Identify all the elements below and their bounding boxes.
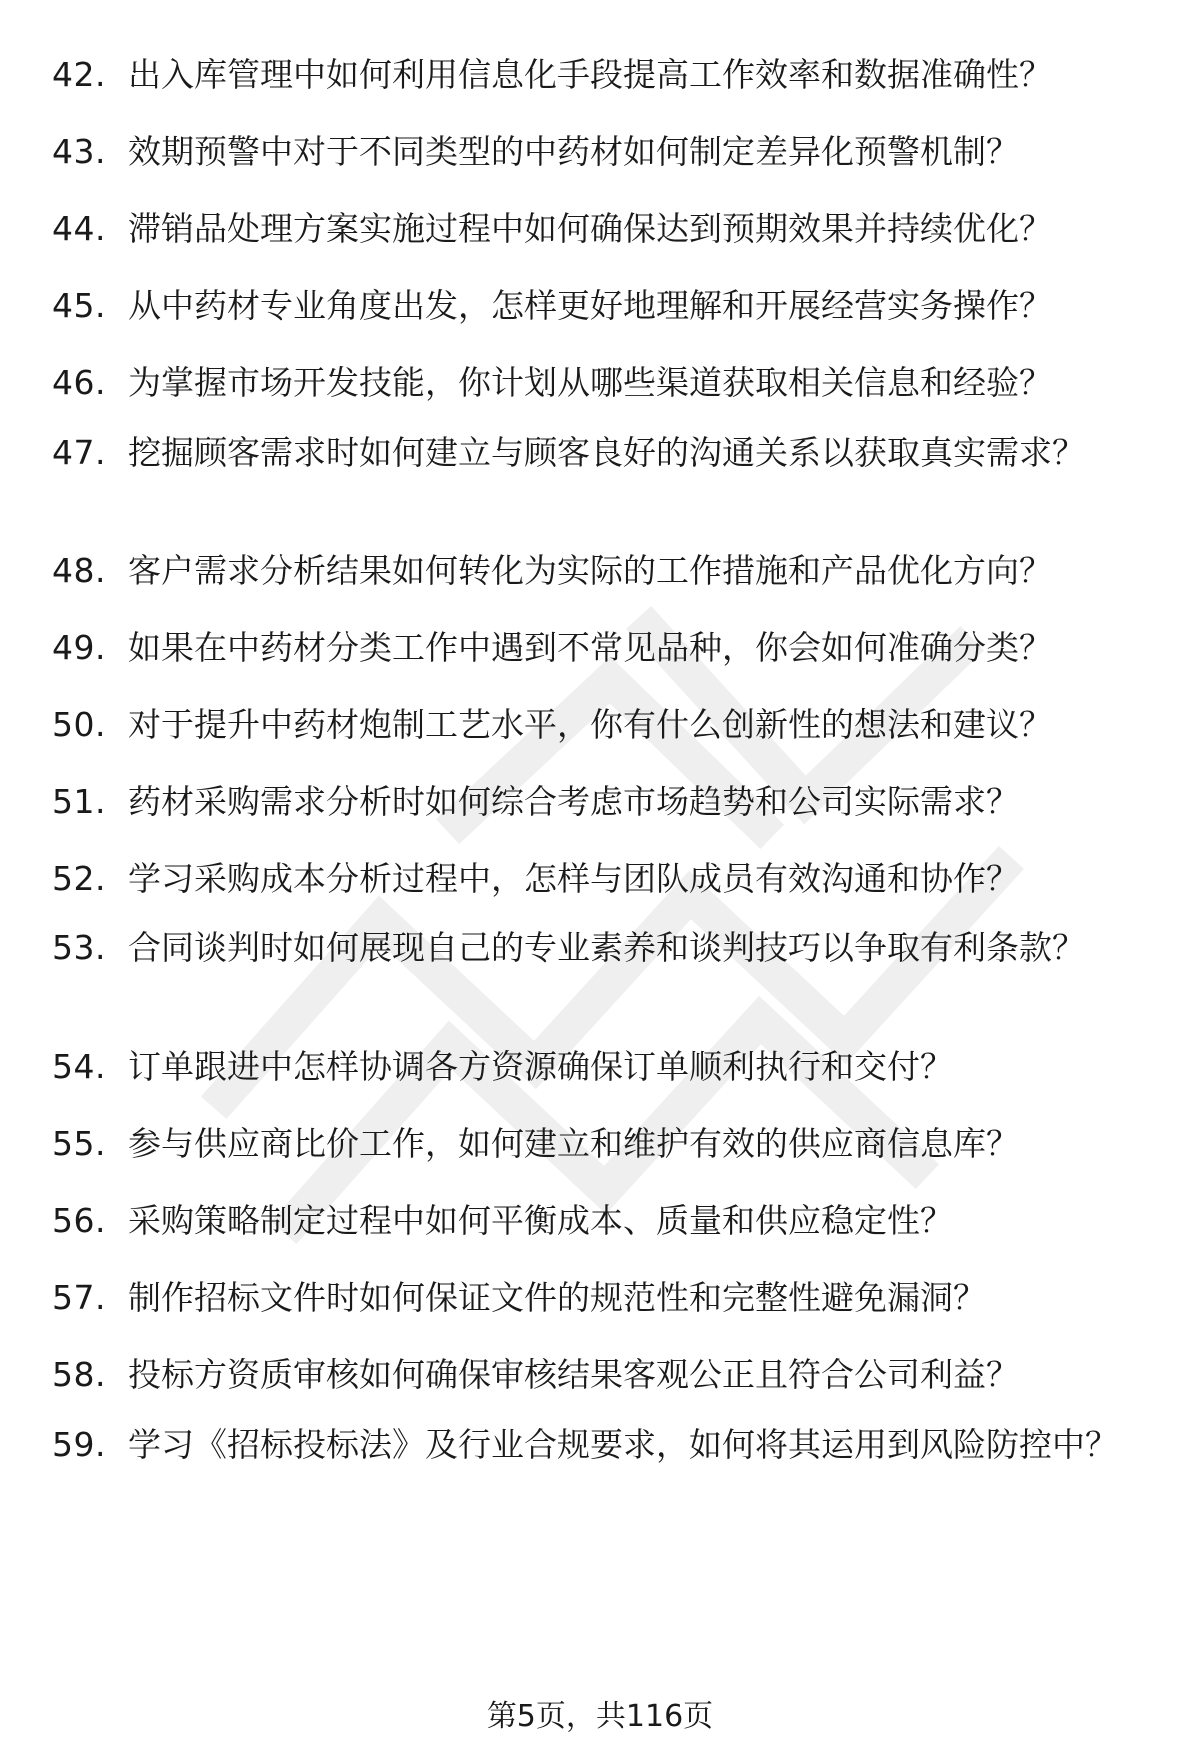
question-text: 挖掘顾客需求时如何建立与顾客良好的沟通关系以获取真实需求？ bbox=[128, 433, 1085, 472]
question-item-45 bbox=[52, 280, 1152, 331]
question-item-55 bbox=[52, 1118, 1152, 1169]
question-number: 55. bbox=[52, 1124, 106, 1163]
question-item-57 bbox=[52, 1272, 1152, 1323]
question-text: 投标方资质审核如何确保审核结果客观公正且符合公司利益？ bbox=[128, 1355, 1019, 1394]
question-text: 从中药材专业角度出发，怎样更好地理解和开展经营实务操作？ bbox=[128, 286, 1052, 325]
page-footer: 第5页，共116页 bbox=[486, 1699, 714, 1734]
question-item-50 bbox=[52, 699, 1152, 750]
question-number: 50. bbox=[52, 705, 106, 744]
question-number: 47. bbox=[52, 433, 106, 472]
question-number: 52. bbox=[52, 859, 106, 898]
question-number: 54. bbox=[52, 1047, 106, 1086]
question-text: 滞销品处理方案实施过程中如何确保达到预期效果并持续优化？ bbox=[128, 209, 1052, 248]
question-number: 57. bbox=[52, 1278, 106, 1317]
question-item-42 bbox=[52, 49, 1152, 100]
question-number: 56. bbox=[52, 1201, 106, 1240]
question-number: 45. bbox=[52, 286, 106, 325]
question-number: 44. bbox=[52, 209, 106, 248]
question-text: 合同谈判时如何展现自己的专业素养和谈判技巧以争取有利条款？ bbox=[128, 928, 1085, 967]
question-text: 学习《招标投标法》及行业合规要求，如何将其运用到风险防控中？ bbox=[128, 1425, 1118, 1464]
question-item-52 bbox=[52, 853, 1152, 904]
question-text: 如果在中药材分类工作中遇到不常见品种，你会如何准确分类？ bbox=[128, 628, 1052, 667]
question-item-56 bbox=[52, 1195, 1152, 1246]
question-number: 51. bbox=[52, 782, 106, 821]
question-item-48 bbox=[52, 545, 1152, 596]
question-text: 效期预警中对于不同类型的中药材如何制定差异化预警机制？ bbox=[128, 132, 1019, 171]
question-number: 48. bbox=[52, 551, 106, 590]
question-text: 客户需求分析结果如何转化为实际的工作措施和产品优化方向？ bbox=[128, 551, 1052, 590]
question-text: 药材采购需求分析时如何综合考虑市场趋势和公司实际需求？ bbox=[128, 782, 1019, 821]
question-item-58 bbox=[52, 1349, 1152, 1400]
question-number: 42. bbox=[52, 55, 106, 94]
question-item-43 bbox=[52, 126, 1152, 177]
question-item-54 bbox=[52, 1041, 1152, 1092]
question-number: 59. bbox=[52, 1425, 106, 1464]
question-item-49 bbox=[52, 622, 1152, 673]
question-item-47 bbox=[52, 427, 1152, 478]
question-number: 58. bbox=[52, 1355, 106, 1394]
question-item-51 bbox=[52, 776, 1152, 827]
question-text: 订单跟进中怎样协调各方资源确保订单顺利执行和交付？ bbox=[128, 1047, 953, 1086]
question-item-53 bbox=[52, 922, 1152, 973]
question-item-44 bbox=[52, 203, 1152, 254]
question-text: 采购策略制定过程中如何平衡成本、质量和供应稳定性？ bbox=[128, 1201, 953, 1240]
question-text: 出入库管理中如何利用信息化手段提高工作效率和数据准确性？ bbox=[128, 55, 1052, 94]
question-text: 对于提升中药材炮制工艺水平，你有什么创新性的想法和建议？ bbox=[128, 705, 1052, 744]
question-text: 学习采购成本分析过程中，怎样与团队成员有效沟通和协作？ bbox=[128, 859, 1019, 898]
question-number: 53. bbox=[52, 928, 106, 967]
question-number: 49. bbox=[52, 628, 106, 667]
question-item-59 bbox=[52, 1419, 1152, 1470]
question-text: 制作招标文件时如何保证文件的规范性和完整性避免漏洞？ bbox=[128, 1278, 986, 1317]
question-text: 参与供应商比价工作，如何建立和维护有效的供应商信息库？ bbox=[128, 1124, 1019, 1163]
question-number: 46. bbox=[52, 363, 106, 402]
question-item-46 bbox=[52, 357, 1152, 408]
question-text: 为掌握市场开发技能，你计划从哪些渠道获取相关信息和经验？ bbox=[128, 363, 1052, 402]
question-number: 43. bbox=[52, 132, 106, 171]
